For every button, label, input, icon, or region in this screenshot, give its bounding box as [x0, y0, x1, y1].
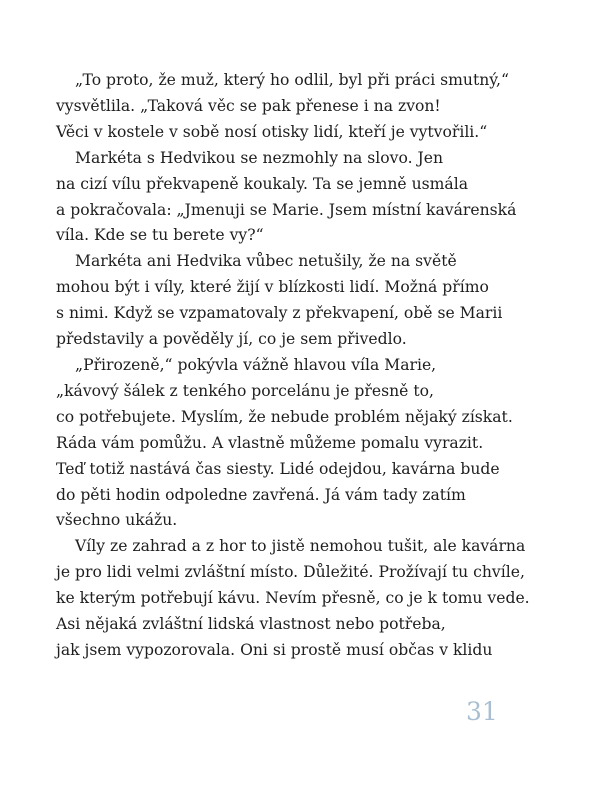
text-line: ke kterým potřebují kávu. Nevím přesně, co je k tomu vede.	[56, 589, 530, 608]
text-line: Markéta ani Hedvika vůbec netušily, že na světě	[75, 252, 457, 271]
text-line: představily a pověděly jí, co je sem přivedlo.	[56, 330, 407, 349]
text-line: co potřebujete. Myslím, že nebude problém nějaký získat.	[56, 407, 513, 426]
text-line: Markéta s Hedvikou se nezmohly na slovo. Jen	[75, 148, 443, 167]
text-line: „kávový šálek z tenkého porcelánu je přesně to,	[56, 381, 434, 400]
text-line: do pěti hodin odpoledne zavřená. Já vám tady zatím	[56, 485, 466, 504]
text-line: všechno ukážu.	[56, 511, 178, 530]
text-line: je pro lidi velmi zvláštní místo. Důležité. Prožívají tu chvíle,	[56, 563, 525, 582]
page-number: 31	[466, 697, 498, 726]
text-line: víla. Kde se tu berete vy?“	[56, 226, 264, 245]
text-line: Teď totiž nastává čas siesty. Lidé odejdou, kavárna bude	[56, 459, 500, 478]
text-line: Ráda vám pomůžu. A vlastně můžeme pomalu vyrazit.	[56, 433, 484, 452]
text-line: „Přirozeně,“ pokývla vážně hlavou víla Marie,	[75, 355, 437, 374]
text-line: a pokračovala: „Jmenuji se Marie. Jsem místní kavárenská	[56, 200, 517, 219]
text-line: vysvětlila. „Taková věc se pak přenese i na zvon!	[56, 96, 441, 115]
text-line: s nimi. Když se vzpamatovaly z překvapení, obě se Marii	[56, 304, 503, 323]
text-line: mohou být i víly, které žijí v blízkosti lidí. Možná přímo	[56, 278, 489, 297]
text-line: Věci v kostele v sobě nosí otisky lidí, kteří je vytvořili.“	[56, 122, 488, 141]
text-line: Asi nějaká zvláštní lidská vlastnost nebo potřeba,	[56, 615, 446, 634]
text-line: na cizí vílu překvapeně koukaly. Ta se jemně usmála	[56, 174, 469, 193]
text-line: jak jsem vypozorovala. Oni si prostě musí občas v klidu	[56, 640, 493, 659]
text-line: Víly ze zahrad a z hor to jistě nemohou tušit, ale kavárna	[75, 537, 526, 556]
body-text	[56, 68, 530, 664]
text-line: „To proto, že muž, který ho odlil, byl při práci smutný,“	[75, 71, 509, 89]
